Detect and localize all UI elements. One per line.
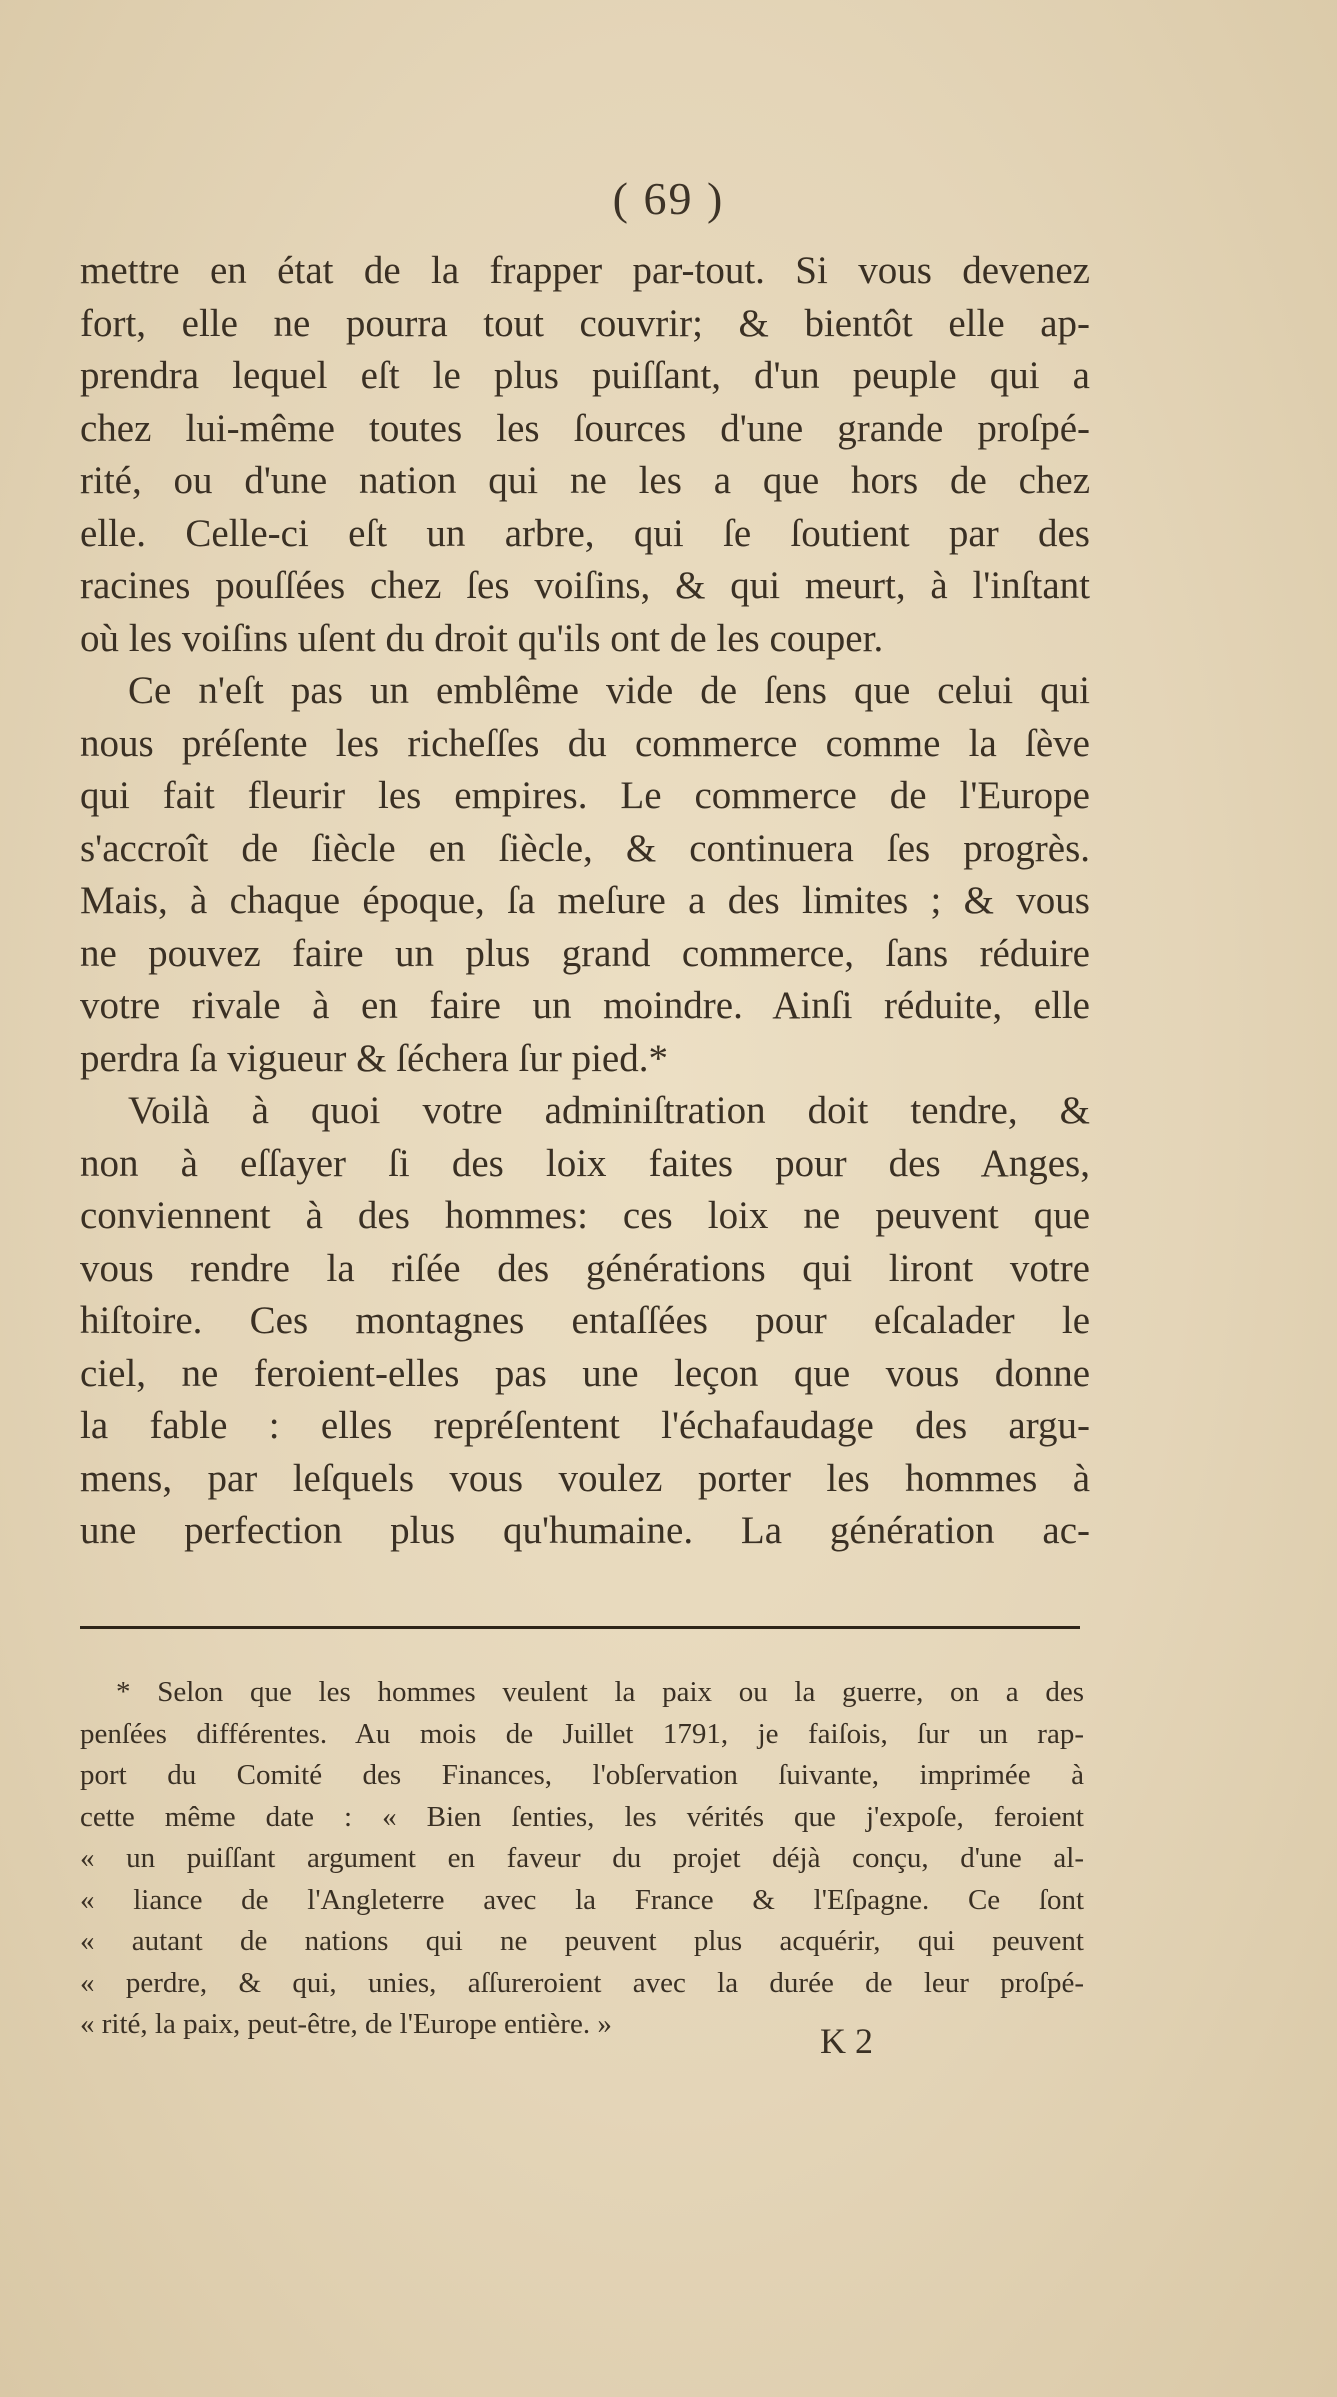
text-line: Ce n'eſt pas un emblême vide de ſens que celui qui [128, 669, 1090, 712]
text-line: où les voiſins uſent du droit qu'ils ont de les couper. [80, 616, 884, 660]
text-line: non à eſſayer ſi des loix faites pour des Anges, [80, 1141, 1090, 1185]
text-line: conviennent à des hommes: ces loix ne peuvent que [80, 1194, 1090, 1237]
footnote-line: « rité, la paix, peut-être, de l'Europe entière. » [80, 2008, 612, 2040]
footnote-line: « perdre, & qui, unies, aſſureroient avec la durée de leur proſpé- [80, 1966, 1084, 1999]
footnote-line: * Selon que les hommes veulent la paix ou la guerre, on a des [116, 1676, 1084, 1708]
text-line: mettre en état de la frapper par-tout. Si vous devenez [80, 249, 1090, 292]
footnote-divider [80, 1626, 1080, 1629]
text-line: s'accroît de ſiècle en ſiècle, & continuera ſes progrès. [80, 826, 1090, 870]
text-line: prendra lequel eſt le plus puiſſant, d'un peuple qui a [80, 354, 1090, 397]
footnote-line: « liance de l'Angleterre avec la France & l'Eſpagne. Ce ſont [80, 1883, 1084, 1916]
footnote-line: penſées différentes. Au mois de Juillet 1791, je faiſois, ſur un rap- [80, 1717, 1084, 1750]
text-line: hiſtoire. Ces montagnes entaſſées pour eſcalader le [80, 1299, 1090, 1342]
footnote-line: « un puiſſant argument en faveur du projet déjà conçu, d'une al- [80, 1842, 1084, 1874]
text-line: la fable : elles repréſentent l'échafaudage des argu- [80, 1404, 1090, 1447]
text-line: elle. Celle-ci eſt un arbre, qui ſe ſoutient par des [80, 511, 1090, 555]
text-line: votre rivale à en faire un moindre. Ainſi réduite, elle [80, 984, 1090, 1027]
text-line: mens, par leſquels vous voulez porter les hommes à [80, 1456, 1090, 1500]
footnote [80, 1672, 1084, 2046]
page-number: ( 69 ) [612, 173, 725, 224]
text-line: vous rendre la riſée des générations qui liront votre [80, 1246, 1090, 1290]
text-line: Voilà à quoi votre adminiſtration doit tendre, & [128, 1089, 1090, 1132]
text-line: une perfection plus qu'humaine. La génération ac- [80, 1509, 1090, 1552]
main-text [80, 245, 1090, 1558]
signature-mark: K 2 [820, 2021, 873, 2061]
text-line: Mais, à chaque époque, ſa meſure a des limites ; & vous [80, 879, 1090, 922]
text-line: fort, elle ne pourra tout couvrir; & bientôt elle ap- [80, 301, 1090, 345]
footnote-line: « autant de nations qui ne peuvent plus acquérir, qui peuvent [80, 1925, 1084, 1957]
text-line: perdra ſa vigueur & ſéchera ſur pied.* [80, 1036, 668, 1080]
text-line: chez lui-même toutes les ſources d'une grande proſpé- [80, 406, 1090, 450]
text-line: ciel, ne feroient-elles pas une leçon que vous donne [80, 1351, 1090, 1395]
footnote-line: cette même date : « Bien ſenties, les vérités que j'expoſe, feroient [80, 1800, 1084, 1833]
text-line: qui fait fleurir les empires. Le commerce de l'Europe [80, 774, 1090, 817]
text-line: racines pouſſées chez ſes voiſins, & qui meurt, à l'inſtant [80, 564, 1090, 607]
text-line: ne pouvez faire un plus grand commerce, ſans réduire [80, 931, 1090, 975]
text-line: rité, ou d'une nation qui ne les a que hors de chez [80, 459, 1090, 502]
footnote-line: port du Comité des Finances, l'obſervation ſuivante, imprimée à [80, 1759, 1084, 1791]
text-line: nous préſente les richeſſes du commerce comme la ſève [80, 721, 1090, 765]
